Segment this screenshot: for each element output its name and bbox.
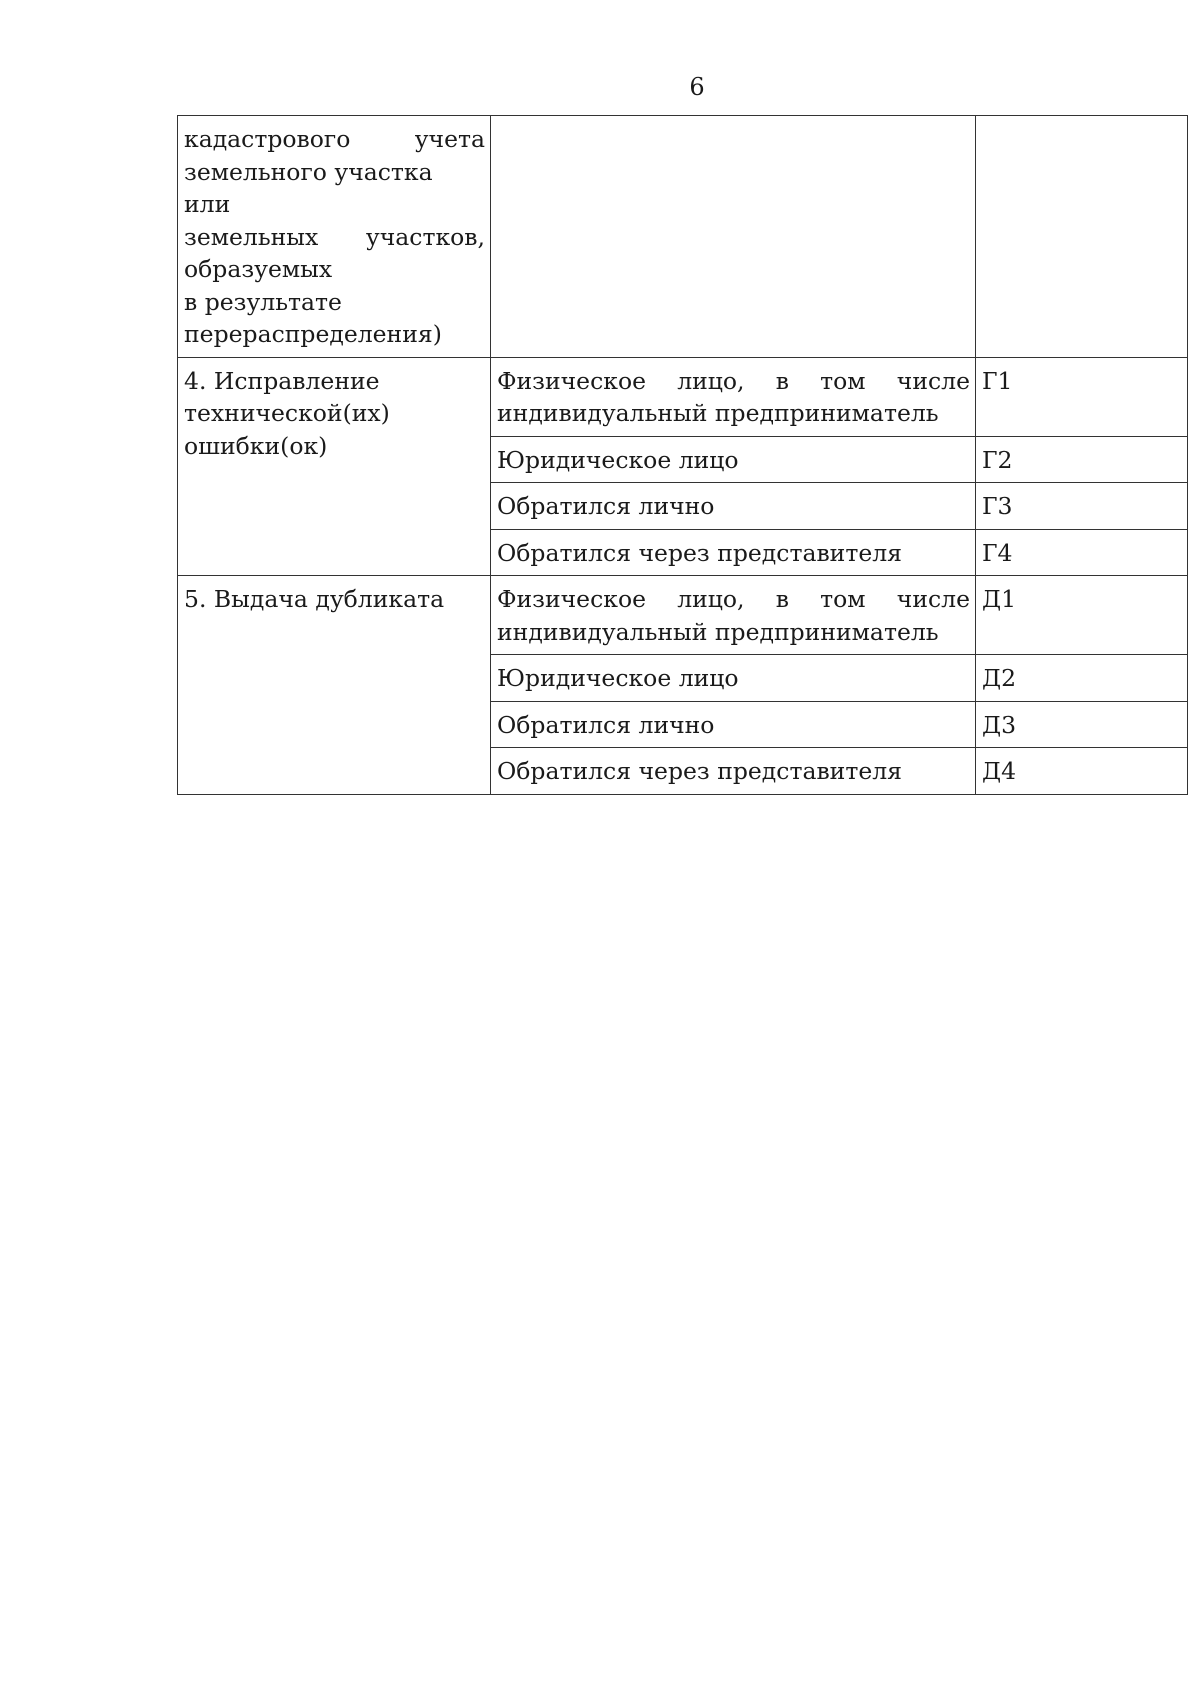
- continuation-line: земельных участков,: [184, 222, 485, 251]
- applicant-cell: [491, 576, 976, 655]
- applicant-line: Физическое лицо, в том числе: [497, 585, 970, 613]
- code-cell: Г1: [976, 357, 1188, 436]
- applicant-line: Физическое лицо, в том числе: [497, 366, 970, 395]
- applicant-cell: Юридическое лицо: [491, 436, 976, 483]
- section-title-cell: [178, 357, 491, 576]
- applicant-line: индивидуальный предприниматель: [497, 617, 939, 646]
- applicant-cell: Обратился лично: [491, 483, 976, 530]
- code-cell: Г3: [976, 483, 1188, 530]
- continuation-line: перераспределения): [184, 320, 442, 348]
- section-title-line: ошибки(ок): [184, 431, 328, 460]
- continuation-line: кадастрового учета: [184, 125, 485, 153]
- section-title-cell: 5. Выдача дубликата: [178, 576, 491, 795]
- applicant-cell: [491, 357, 976, 436]
- section-title-line: технической(их): [184, 399, 390, 427]
- applicant-line: индивидуальный предприниматель: [497, 399, 939, 427]
- code-cell: Г4: [976, 529, 1188, 576]
- code-cell: Д1: [976, 576, 1188, 655]
- empty-cell: [976, 116, 1188, 358]
- code-cell: Г2: [976, 436, 1188, 483]
- code-cell: Д3: [976, 701, 1188, 748]
- options-table: [177, 115, 1188, 795]
- table-row-continuation: [178, 116, 1188, 358]
- page-number: 6: [689, 73, 705, 101]
- continuation-line: в результате: [184, 287, 342, 316]
- code-cell: Д2: [976, 655, 1188, 702]
- continuation-cell: [178, 116, 491, 358]
- applicant-cell: Обратился через представителя: [491, 529, 976, 576]
- applicant-cell: Обратился через представителя: [491, 748, 976, 795]
- table-row: [178, 576, 1188, 655]
- applicant-cell: Обратился лично: [491, 701, 976, 748]
- section-title-line: 4. Исправление: [184, 366, 380, 395]
- applicant-cell: Юридическое лицо: [491, 655, 976, 702]
- table-row: [178, 357, 1188, 436]
- code-cell: Д4: [976, 748, 1188, 795]
- empty-cell: [491, 116, 976, 358]
- continuation-line: земельного участка или: [184, 157, 433, 218]
- continuation-line: образуемых: [184, 255, 333, 283]
